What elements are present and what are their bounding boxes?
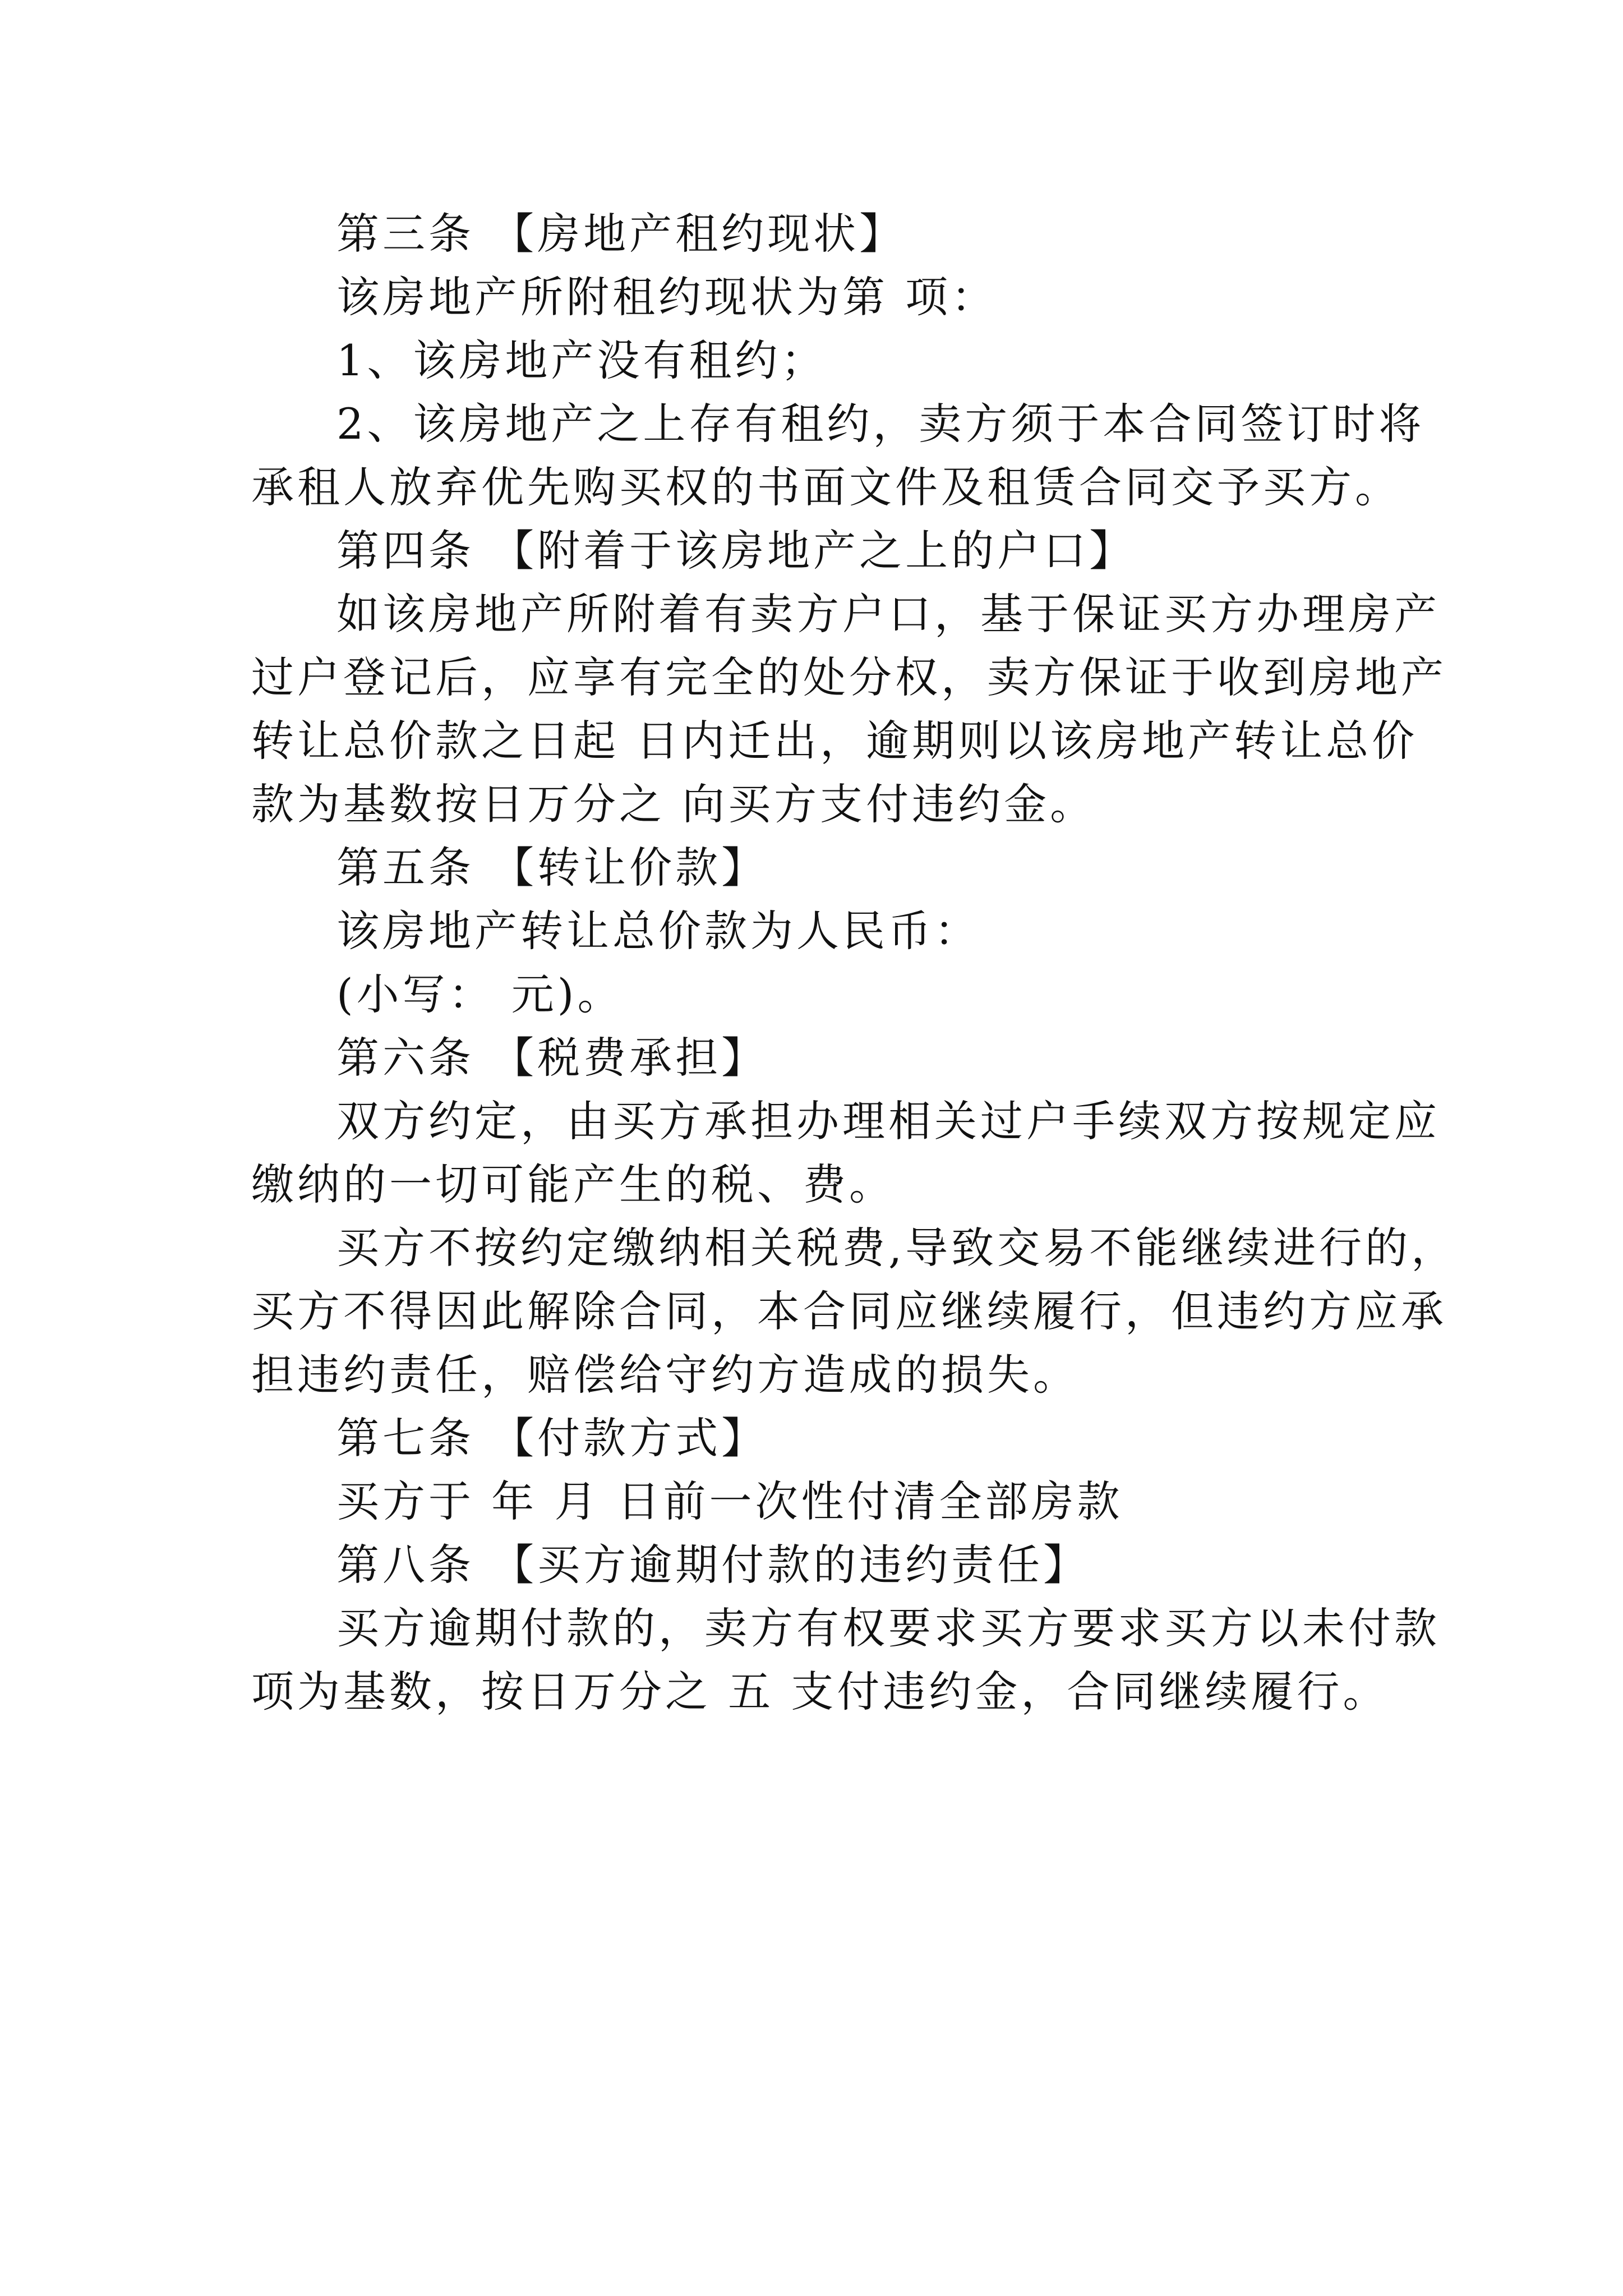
paragraph-line: 双方约定，由买方承担办理相关过户手续双方按规定应 <box>336 1096 1440 1146</box>
paragraph-line: 转让总价款之日起 日内迁出，逾期则以该房地产转让总价 <box>251 716 1418 766</box>
article-8-heading: 第八条 【买方逾期付款的违约责任】 <box>336 1540 1090 1590</box>
article-3-heading: 第三条 【房地产租约现状】 <box>336 209 906 259</box>
paragraph-line: 过户登记后，应享有完全的处分权，卖方保证于收到房地产 <box>251 652 1447 702</box>
paragraph-line: 买方不得因此解除合同，本合同应继续履行，但违约方应承 <box>251 1286 1447 1336</box>
document-body <box>251 202 1458 1723</box>
paragraph-line: 担违约责任，赔偿给守约方造成的损失。 <box>251 1350 1079 1400</box>
article-6-heading: 第六条 【税费承担】 <box>336 1033 768 1083</box>
paragraph-line: 买方不按约定缴纳相关税费,导致交易不能继续进行的， <box>336 1223 1458 1273</box>
paragraph-line: 承租人放弃优先购买权的书面文件及租赁合同交予买方。 <box>251 462 1401 512</box>
paragraph-line: 该房地产转让总价款为人民币： <box>336 906 980 956</box>
paragraph-line: 项为基数，按日万分之 五 支付违约金，合同继续履行。 <box>251 1667 1389 1717</box>
paragraph-line: (小写： 元)。 <box>336 969 624 1019</box>
paragraph-line: 1、该房地产没有租约； <box>336 335 827 385</box>
paragraph-line: 买方逾期付款的，卖方有权要求买方要求买方以未付款 <box>336 1603 1440 1653</box>
paragraph-line: 款为基数按日万分之 向买方支付违约金。 <box>251 779 1096 829</box>
article-7-heading: 第七条 【付款方式】 <box>336 1413 768 1463</box>
paragraph-line: 如该房地产所附着有卖方户口，基于保证买方办理房产 <box>336 589 1440 639</box>
article-5-heading: 第五条 【转让价款】 <box>336 843 768 892</box>
paragraph-line: 该房地产所附租约现状为第 项： <box>336 272 998 322</box>
article-4-heading: 第四条 【附着于该房地产之上的户口】 <box>336 526 1136 576</box>
paragraph-line: 买方于 年 月 日前一次性付清全部房款 <box>336 1476 1123 1526</box>
paragraph-line: 缴纳的一切可能产生的税、费。 <box>251 1159 895 1209</box>
paragraph-line: 2、该房地产之上存有租约，卖方须于本合同签订时将 <box>336 399 1425 449</box>
